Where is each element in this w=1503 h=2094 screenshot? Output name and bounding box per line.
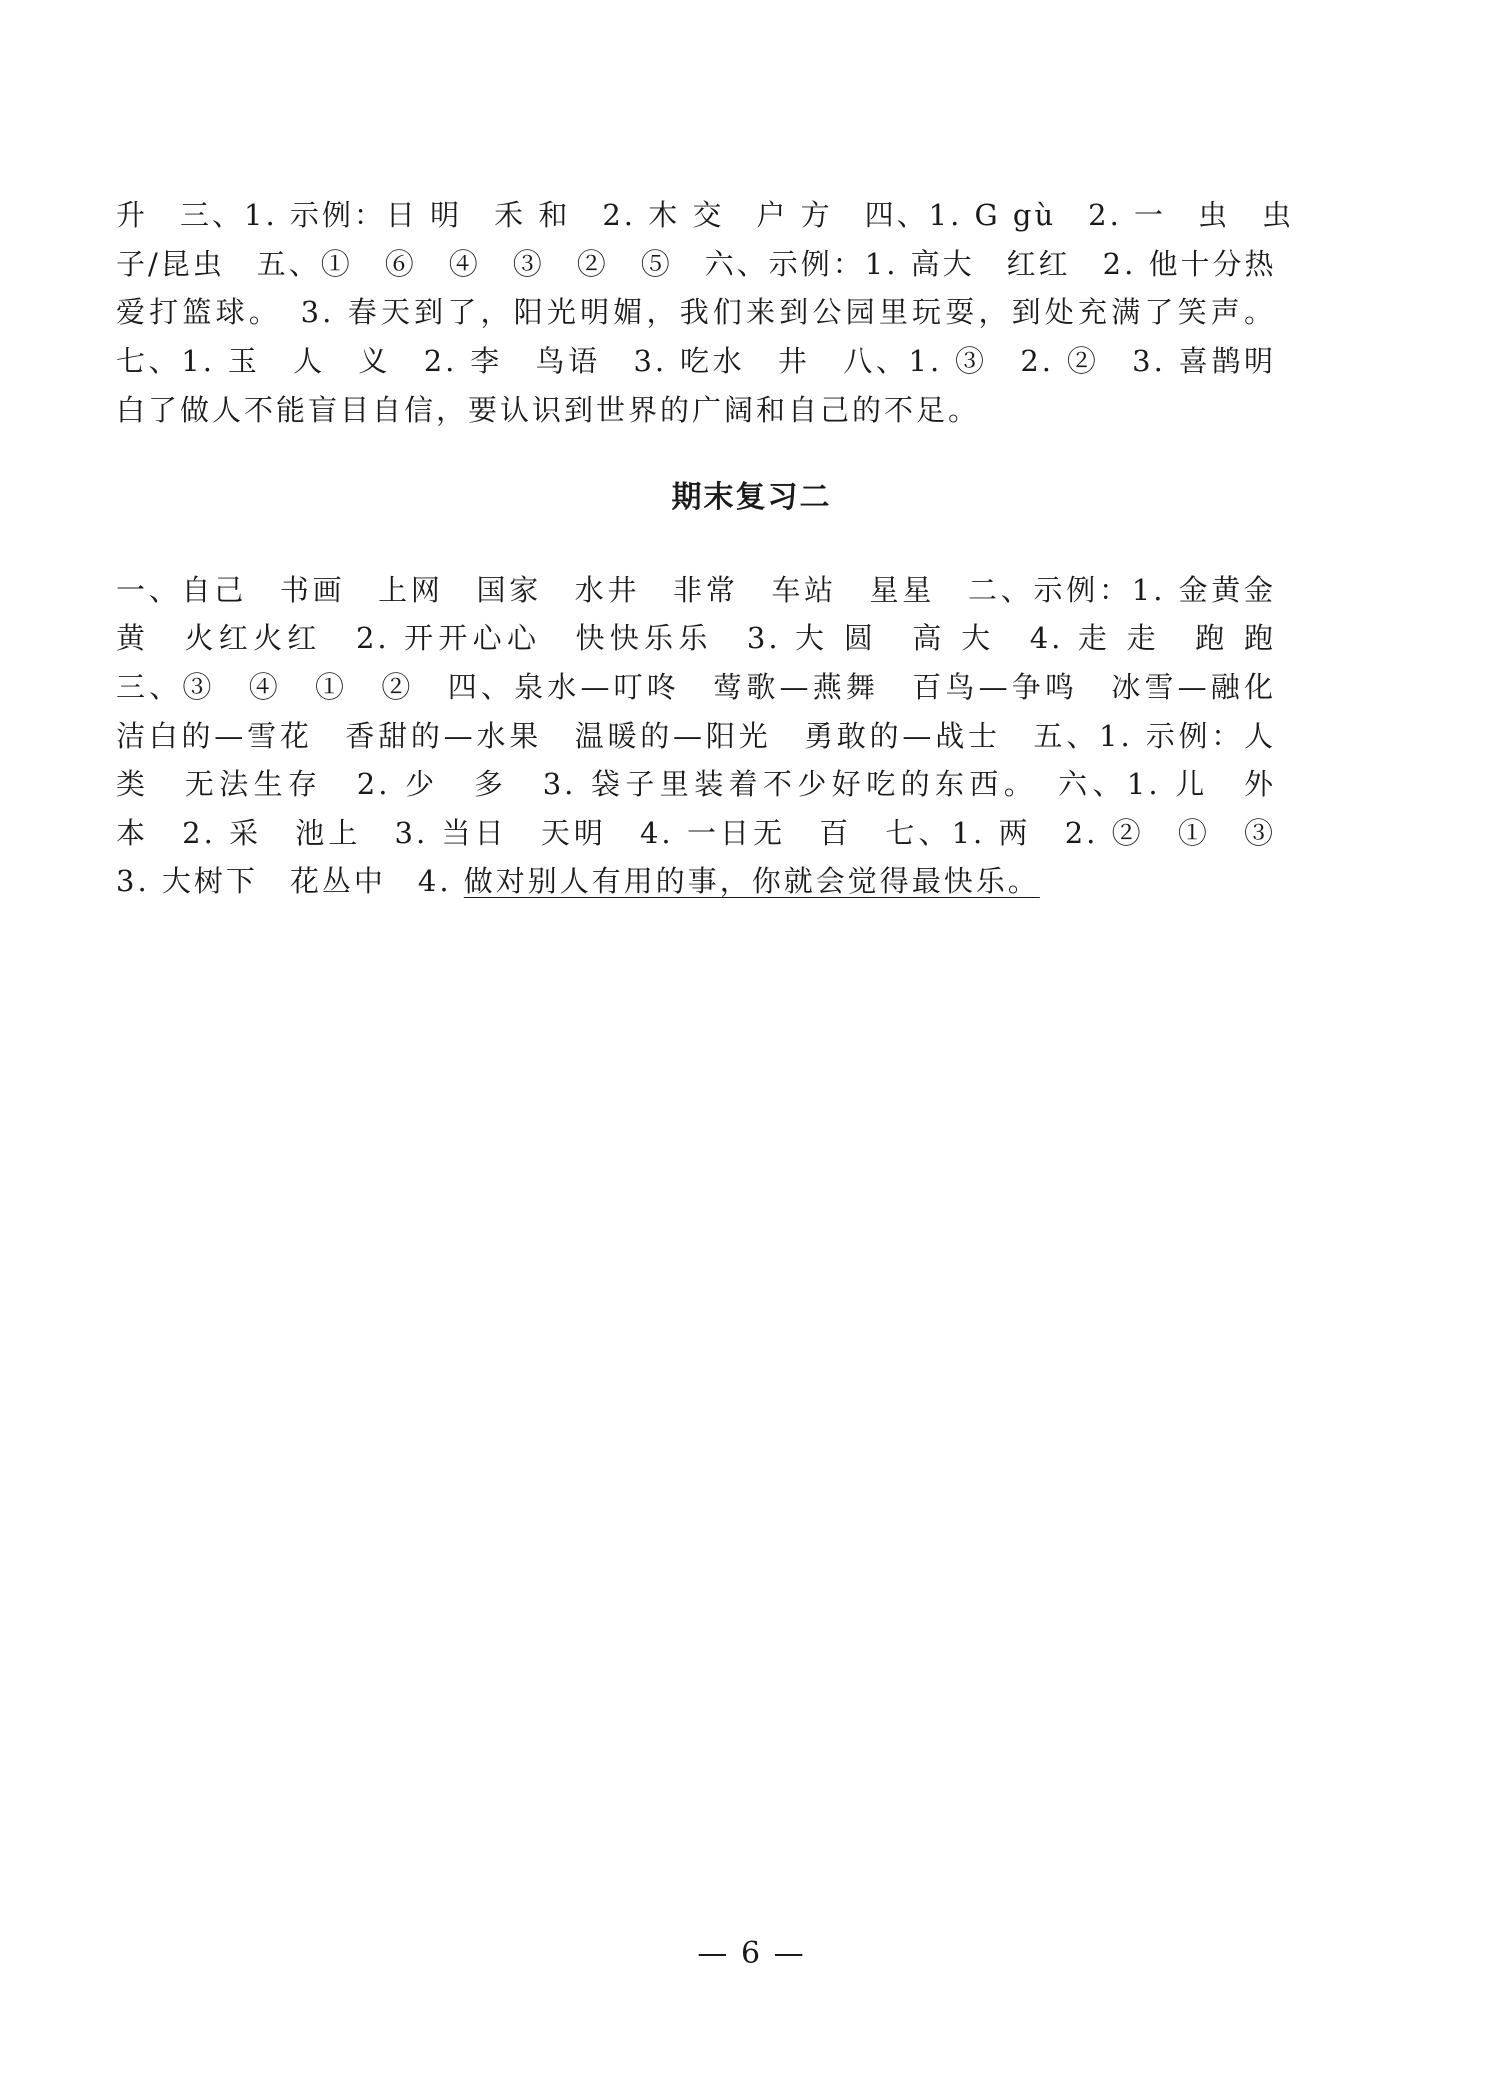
answer-line: 洁白的—雪花 香甜的—水果 温暖的—阳光 勇敢的—战士 五、1. 示例：人 (116, 719, 1276, 753)
section-title: 期末复习二 (671, 480, 832, 515)
answer-line: 类 无法生存 2. 少 多 3. 袋子里装着不少好吃的东西。 六、1. 儿 外 (116, 767, 1276, 801)
answer-line: 本 2. 采 池上 3. 当日 天明 4. 一日无 百 七、1. 两 2. ② ① ③ (116, 816, 1276, 850)
answer-line: 三、③ ④ ① ② 四、泉水—叮咚 莺歌—燕舞 百鸟—争鸣 冰雪—融化 (116, 670, 1276, 704)
underlined-answer: 做对别人有用的事，你就会觉得最快乐。 (463, 864, 1040, 898)
answer-line: 升 三、1. 示例：日 明 禾 和 2. 木 交 户 方 四、1. G gù 2. 一 虫 虫 (116, 198, 1295, 232)
answer-line: 白了做人不能盲目自信，要认识到世界的广阔和自己的不足。 (116, 393, 981, 427)
answer-line: 一、自己 书画 上网 国家 水井 非常 车站 星星 二、示例：1. 金黄金 (116, 573, 1276, 607)
answer-line: 七、1. 玉 人 义 2. 李 鸟语 3. 吃水 井 八、1. ③ 2. ② 3. 喜鹊明 (116, 344, 1276, 378)
answer-prefix: 3. 大树下 花丛中 4. (116, 864, 464, 898)
page-number: — 6 — (697, 1936, 806, 1971)
answer-line-last (116, 857, 1276, 905)
answer-line: 爱打篮球。 3. 春天到了，阳光明媚，我们来到公园里玩耍，到处充满了笑声。 (116, 295, 1276, 329)
answer-line: 黄 火红火红 2. 开开心心 快快乐乐 3. 大 圆 高 大 4. 走 走 跑 跑 (116, 621, 1276, 655)
answer-line: 子/昆虫 五、① ⑥ ④ ③ ② ⑤ 六、示例：1. 高大 红红 2. 他十分热 (116, 247, 1277, 281)
